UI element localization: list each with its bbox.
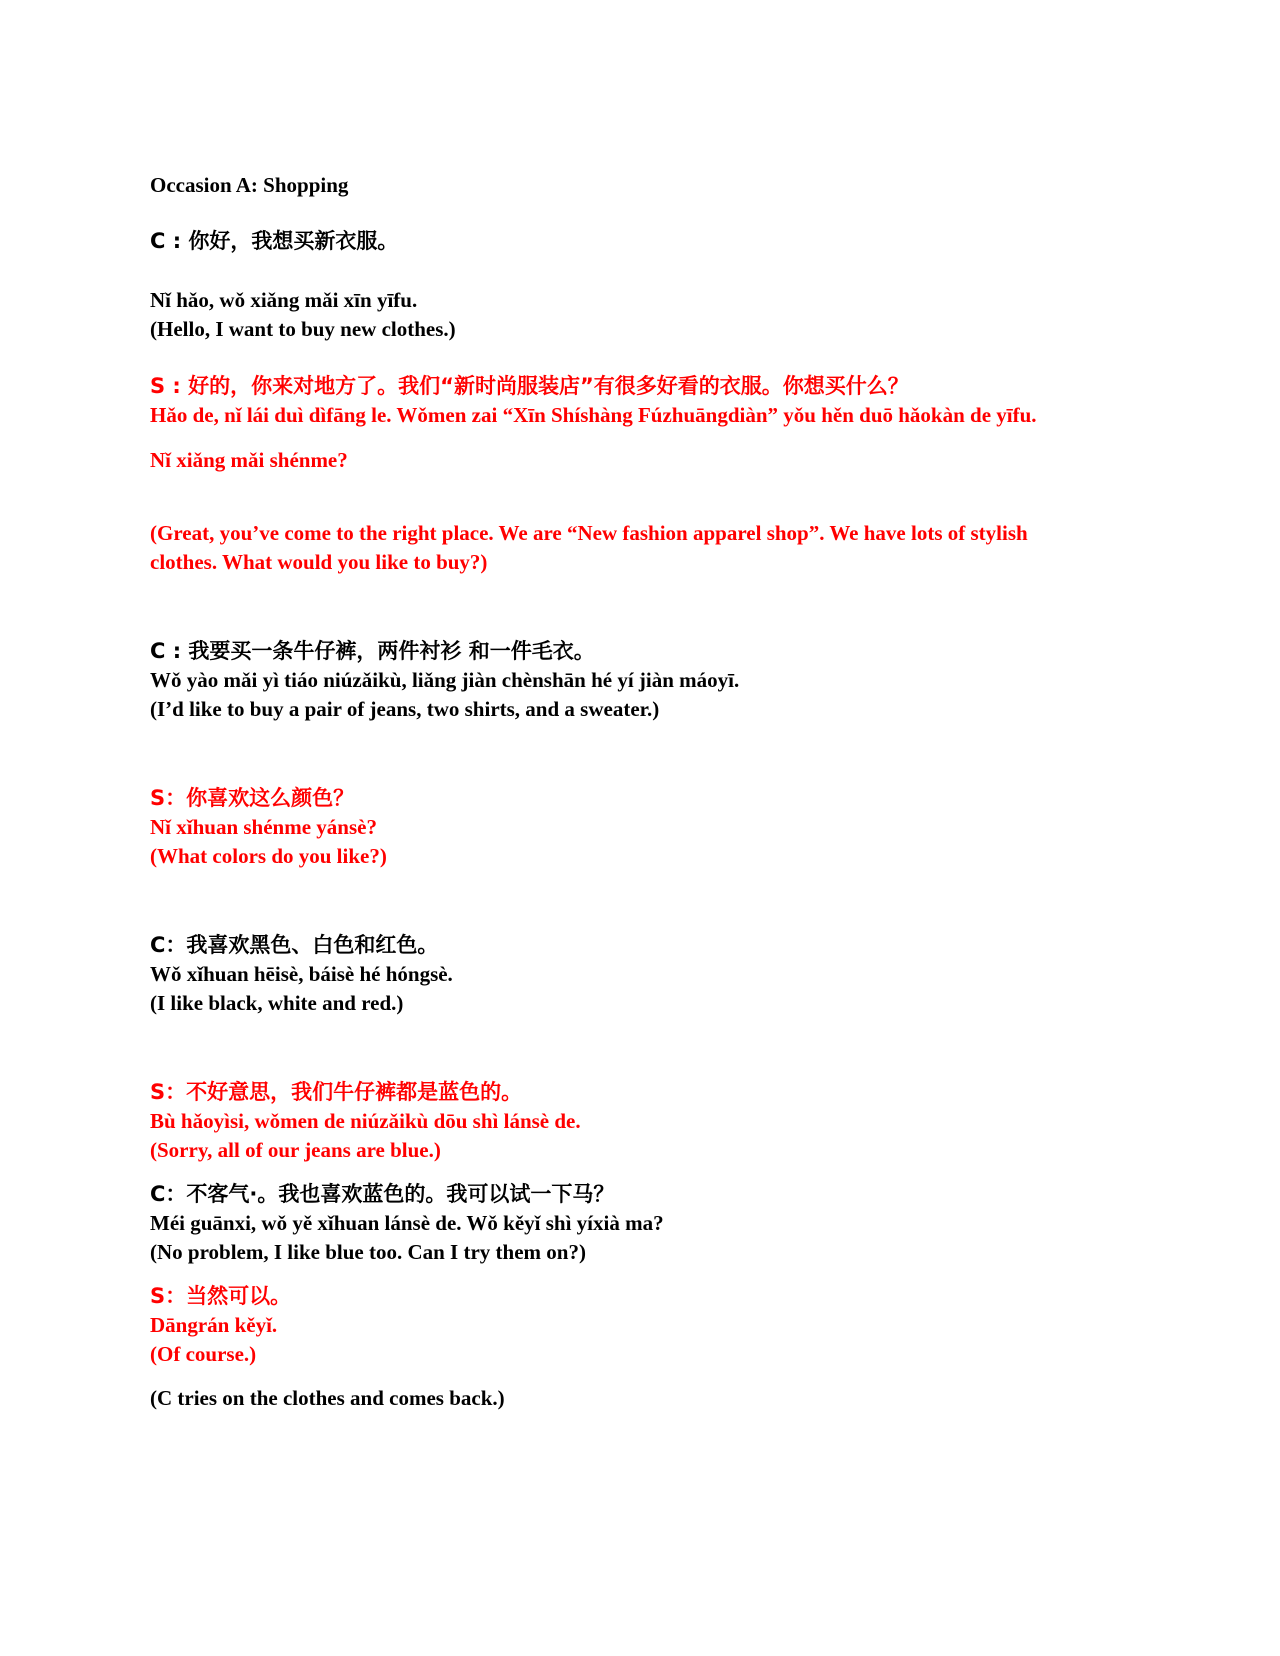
customer-chinese-line: C：我喜欢黑色、白色和红色。 (150, 933, 439, 957)
shopkeeper-pinyin-line: Nǐ xǐhuan shénme yánsè? (150, 815, 377, 839)
shopkeeper-pinyin-line: Nǐ xiǎng mǎi shénme? (150, 448, 348, 472)
customer-chinese-line: C : 我要买一条牛仔裤，两件衬衫 和一件毛衣。 (150, 639, 595, 663)
shopkeeper-pinyin-line: Hǎo de, nǐ lái duì dìfāng le. Wǒmen zai “Xīn Shíshàng Fúzhuāngdiàn” yǒu hěn duō hǎokàn de yīfu. (150, 403, 1037, 427)
customer-pinyin-line: Méi guānxi, wǒ yě xǐhuan lánsè de. Wǒ kěyǐ shì yíxià ma? (150, 1211, 664, 1235)
shopkeeper-pinyin-line: Dāngrán kěyǐ. (150, 1313, 278, 1337)
shopkeeper-english-line: clothes. What would you like to buy?) (150, 550, 488, 574)
customer-pinyin-line: Wǒ xǐhuan hēisè, báisè hé hóngsè. (150, 962, 453, 986)
stage-direction: (C tries on the clothes and comes back.) (150, 1386, 505, 1410)
shopkeeper-english-line: (What colors do you like?) (150, 844, 387, 868)
shopkeeper-chinese-line: S : 好的，你来对地方了。我们“新时尚服装店”有很多好看的衣服。你想买什么？ (150, 374, 909, 398)
customer-pinyin-line: Nǐ hǎo, wǒ xiǎng mǎi xīn yīfu. (150, 288, 418, 312)
shopkeeper-chinese-line: S：当然可以。 (150, 1284, 292, 1308)
customer-english-line: (No problem, I like blue too. Can I try them on?) (150, 1240, 586, 1264)
document-title: Occasion A: Shopping (150, 173, 349, 197)
shopkeeper-chinese-line: S：不好意思，我们牛仔裤都是蓝色的。 (150, 1080, 523, 1104)
shopkeeper-english-line: (Great, you’ve come to the right place. We are “New fashion apparel shop”. We have lots of stylish (150, 521, 1028, 545)
customer-english-line: (Hello, I want to buy new clothes.) (150, 317, 456, 341)
shopkeeper-pinyin-line: Bù hǎoyìsi, wǒmen de niúzǎikù dōu shì lánsè de. (150, 1109, 581, 1133)
shopkeeper-english-line: (Sorry, all of our jeans are blue.) (150, 1138, 441, 1162)
customer-english-line: (I like black, white and red.) (150, 991, 404, 1015)
customer-english-line: (I’d like to buy a pair of jeans, two shirts, and a sweater.) (150, 697, 660, 721)
shopkeeper-chinese-line: S：你喜欢这么颜色？ (150, 786, 355, 810)
shopkeeper-english-line: (Of course.) (150, 1342, 257, 1366)
customer-chinese-line: C : 你好，我想买新衣服。 (150, 229, 399, 253)
customer-pinyin-line: Wǒ yào mǎi yì tiáo niúzǎikù, liǎng jiàn chènshān hé yí jiàn máoyī. (150, 668, 740, 692)
customer-chinese-line: C：不客气·。我也喜欢蓝色的。我可以试一下马？ (150, 1182, 615, 1206)
